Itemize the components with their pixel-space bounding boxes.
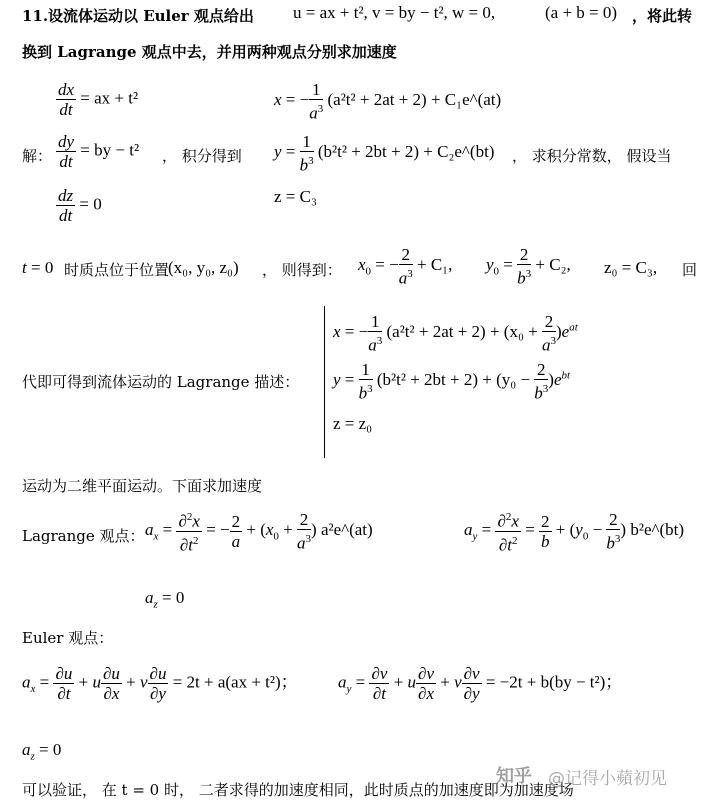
x0-equation: $x_0$ = − $\frac{2}{a^3}$ + C₁, (358, 245, 453, 288)
ay-lagrange: $a_y$ = $\frac{\partial^2x}{\partial t^2}$ = $\frac{2}{b}$ + ($y_0$ − $\frac{2}{b^3}$ ) b²e^(bt) (464, 509, 685, 555)
condition: (a + b = 0) (545, 3, 618, 22)
ode-x: $\frac{dx}{dt}$ = ax + t² (58, 80, 139, 119)
zhihu-logo: 知乎 (496, 766, 532, 787)
plane-text: 运动为二维平面运动。下面求加速度 (22, 477, 263, 495)
az-lagrange: $a_z = 0$ (145, 588, 185, 611)
ay-euler: $a_y$ = $\frac{\partial v}{\partial t}$ + u $\frac{\partial v}{\partial x}$ + v $\frac{\partial v}{\partial y}$ = −2t + b(by − t²)； (338, 664, 623, 703)
problem-title-part1: 设流体运动以 Euler 观点给出 (48, 7, 254, 25)
solution-y: y = $\frac{1}{b^3}$ (b²t² + 2bt + 2) + C₂e^(bt) (274, 132, 495, 175)
t-zero: t = 0 (22, 258, 54, 277)
problem-number: 11. (22, 7, 49, 25)
left-brace (324, 306, 325, 458)
ax-euler: $a_x$ = $\frac{\partial u}{\partial t}$ + u $\frac{\partial u}{\partial x}$ + v $\frac{\partial u}{\partial y}$ = 2t + a(ax + t²)； (22, 664, 298, 703)
given-velocity: u = ax + t², v = by − t², w = 0, (293, 3, 496, 22)
lagrange-y: y = $\frac{1}{b^3}$ (b²t² + 2bt + 2) + (y₀ − $\frac{2}{b^3}$ )$e^{bt}$ (333, 360, 571, 403)
initial-text: 时质点位于位置 (64, 261, 170, 279)
get-text: ， 则得到： (262, 261, 342, 279)
problem-title-part2: ，将此转 (632, 7, 693, 25)
lagrange-intro: 代即可得到流体运动的 Lagrange 描述： (22, 373, 300, 391)
constants-text: ， 求积分常数， 假设当 (512, 147, 672, 165)
euler-label: Euler 观点： (22, 629, 114, 647)
solution-label: 解： (22, 147, 53, 165)
ax-lagrange: $a_x$ = $\frac{\partial^2x}{\partial t^2}$ = − $\frac{2}{a}$ + ($x_0$ + $\frac{2}{a^3}$ ) a²e^(at) (145, 509, 373, 555)
solution-x: x = − $\frac{1}{a^3}$ (a²t² + 2at + 2) + C₁e^(at) (274, 80, 502, 123)
z0-equation: z₀ = C₃, (604, 258, 658, 277)
watermark-author: @记得小蘋初见 (548, 769, 667, 789)
y0-equation: $y_0$ = $\frac{2}{b^3}$ + C₂, (486, 245, 571, 288)
lagrange-label: Lagrange 观点： (22, 527, 145, 545)
back-text: 回 (682, 261, 698, 279)
ode-z: $\frac{dz}{dt}$ = 0 (58, 186, 102, 225)
initial-position: (x₀, y₀, z₀) (168, 258, 239, 277)
ode-y: $\frac{dy}{dt}$ = by − t² (58, 132, 140, 171)
lagrange-z: z = z₀ (333, 414, 373, 433)
problem-title-line2: 换到 Lagrange 观点中去，并用两种观点分别求加速度 (22, 43, 397, 61)
lagrange-x: x = − $\frac{1}{a^3}$ (a²t² + 2at + 2) + (x₀ + $\frac{2}{a^3}$ )$e^{at}$ (333, 312, 578, 355)
solution-z: z = C₃ (274, 187, 317, 206)
integrate-text: ， 积分得到 (162, 147, 242, 165)
az-euler: $a_z = 0$ (22, 740, 62, 763)
conclusion-text: 可以验证， 在 t = 0 时， 二者求得的加速度相同，此时质点的加速度即为加速度场 (22, 781, 574, 799)
